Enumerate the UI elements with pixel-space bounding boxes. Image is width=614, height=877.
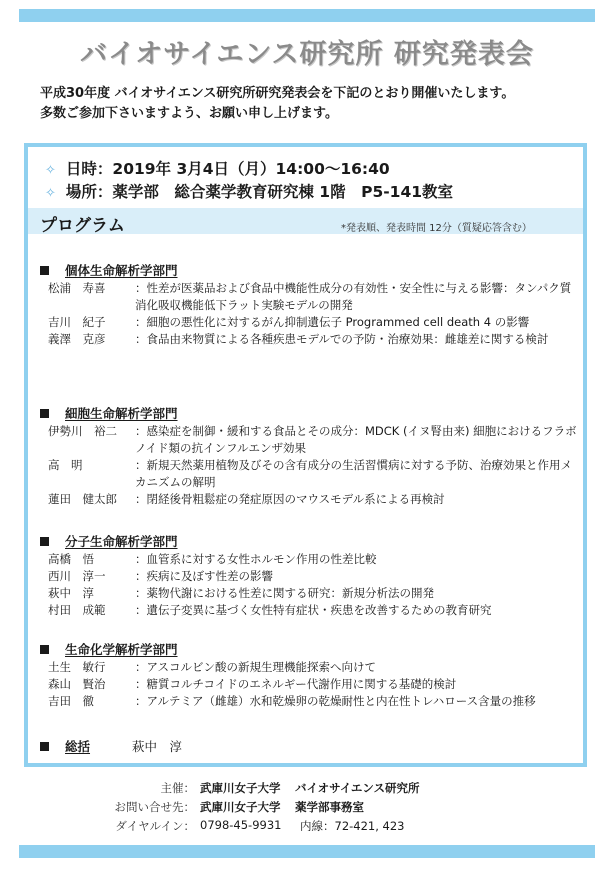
talk-title: ： 新規天然薬用植物及びその含有成分の生活習慣病に対する予防、治療効果と作用メカニズムの解明 xyxy=(135,457,580,491)
section-block xyxy=(40,640,580,710)
contact-org-2: 薬学部事務室 xyxy=(295,800,364,814)
talk-title: ： 糖質コルチコイドのエネルギー代謝作用に関する基礎的検討 xyxy=(135,676,580,693)
ext-label: 内線： xyxy=(300,819,335,833)
program-frame xyxy=(24,143,587,767)
square-bullet-icon xyxy=(40,742,49,751)
ext-value: 72-421, 423 xyxy=(334,819,405,833)
talk-row xyxy=(40,280,580,314)
summary-block xyxy=(40,737,580,756)
talk-title: ： 薬物代謝における性差に関する研究：新規分析法の開発 xyxy=(135,585,580,602)
program-title: プログラム xyxy=(40,216,125,236)
talk-title: ： 血管系に対する女性ホルモン作用の性差比較 xyxy=(135,551,580,568)
section-name: 分子生命解析学部門 xyxy=(65,534,178,549)
talk-row xyxy=(40,457,580,491)
summary-speaker: 萩中 淳 xyxy=(132,739,183,754)
talk-title: ： 食品由来物質による各種疾患モデルでの予防・治療効果：雌雄差に関する検討 xyxy=(135,331,580,348)
datetime-line xyxy=(45,157,390,179)
section-name: 生命化学解析学部門 xyxy=(65,642,178,657)
talk-row xyxy=(40,693,580,710)
talk-row xyxy=(40,423,580,457)
talk-title: ： 性差が医薬品および食品中機能性成分の有効性・安全性に与える影響：タンパク質消化吸収機能低下ラット実験モデルの開発 xyxy=(135,280,580,314)
host-label: 主催： xyxy=(160,781,195,795)
place-line xyxy=(45,180,453,202)
dial-value: 0798-45-9931 xyxy=(200,818,282,832)
section-block xyxy=(40,532,580,619)
talk-title: ： 感染症を制御・緩和する食品とその成分：MDCK (イヌ腎由来) 細胞におけるフラボノイド類の抗インフルエンザ効果 xyxy=(135,423,580,457)
place-text: 場所：薬学部 総合薬学教育研究棟 1階 P5-141教室 xyxy=(65,183,454,201)
square-bullet-icon xyxy=(40,645,49,654)
square-bullet-icon xyxy=(40,266,49,275)
talk-row xyxy=(40,602,580,619)
summary-label: 総括 xyxy=(65,739,91,754)
talk-row xyxy=(40,331,580,348)
speaker-name: 土生 敏行 xyxy=(48,660,106,674)
speaker-name: 西川 淳一 xyxy=(48,569,106,583)
speaker-name: 萩中 淳 xyxy=(48,586,94,600)
ext-label-and-value xyxy=(300,818,405,834)
program-note: *発表順、発表時間 12分（質疑応答含む） xyxy=(341,223,532,234)
talk-title: ： 閉経後骨粗鬆症の発症原因のマウスモデル系による再検討 xyxy=(135,491,580,508)
datetime-text: 日時：2019年 3月4日（月）14:00〜16:40 xyxy=(65,160,390,178)
intro-text xyxy=(40,84,600,124)
speaker-name: 村田 成範 xyxy=(48,603,106,617)
section-heading xyxy=(40,640,580,659)
section-name: 細胞生命解析学部門 xyxy=(65,406,178,421)
bottom-accent-bar xyxy=(19,845,595,858)
top-accent-bar xyxy=(19,9,595,22)
page-title: バイオサイエンス研究所 研究発表会 xyxy=(80,39,534,70)
section-heading xyxy=(40,261,580,280)
dial-label: ダイヤルイン： xyxy=(115,819,195,833)
talk-row xyxy=(40,659,580,676)
talk-row xyxy=(40,314,580,331)
section-heading xyxy=(40,404,580,423)
contact-org-1: 武庫川女子大学 xyxy=(200,800,281,814)
talk-row xyxy=(40,676,580,693)
talk-title: ： 遺伝子変異に基づく女性特有症状・疾患を改善するための教育研究 xyxy=(135,602,580,619)
talk-row xyxy=(40,568,580,585)
speaker-name: 高 明 xyxy=(48,458,83,472)
talk-row xyxy=(40,585,580,602)
host-org-2: バイオサイエンス研究所 xyxy=(295,781,420,795)
speaker-name: 松浦 寿喜 xyxy=(48,281,106,295)
summary-heading xyxy=(40,737,580,756)
speaker-name: 森山 賢治 xyxy=(48,677,106,691)
talk-row xyxy=(40,491,580,508)
talk-title: ： 疾病に及ぼす性差の影響 xyxy=(135,568,580,585)
speaker-name: 吉田 徹 xyxy=(48,694,94,708)
speaker-name: 義澤 克彦 xyxy=(48,332,106,346)
intro-line-2: 多数ご参加下さいますよう、お願い申し上げます。 xyxy=(40,106,338,121)
contact-label: お問い合せ先： xyxy=(114,800,195,814)
speaker-name: 高橋 悟 xyxy=(48,552,94,566)
section-name: 個体生命解析学部門 xyxy=(65,263,178,278)
section-block xyxy=(40,404,580,508)
talk-title: ： アルテミア（雌雄）水和乾燥卵の乾燥耐性と内在性トレハロース含量の推移 xyxy=(135,693,580,710)
square-bullet-icon xyxy=(40,537,49,546)
talk-title: ： 細胞の悪性化に対するがん抑制遺伝子 Programmed cell death 4 の影響 xyxy=(135,314,580,331)
square-bullet-icon xyxy=(40,409,49,418)
speaker-name: 蓮田 健太郎 xyxy=(48,492,117,506)
talk-row xyxy=(40,551,580,568)
speaker-name: 吉川 紀子 xyxy=(48,315,106,329)
host-org-1: 武庫川女子大学 xyxy=(200,781,281,795)
sparkle-icon: ✧ xyxy=(45,163,56,178)
speaker-name: 伊勢川 裕二 xyxy=(48,424,117,438)
sparkle-icon: ✧ xyxy=(45,186,56,201)
talk-title: ： アスコルビン酸の新規生理機能探索へ向けて xyxy=(135,659,580,676)
section-block xyxy=(40,261,580,348)
section-heading xyxy=(40,532,580,551)
intro-line-1: 平成30年度 バイオサイエンス研究所研究発表会を下記のとおり開催いたします。 xyxy=(40,86,515,101)
